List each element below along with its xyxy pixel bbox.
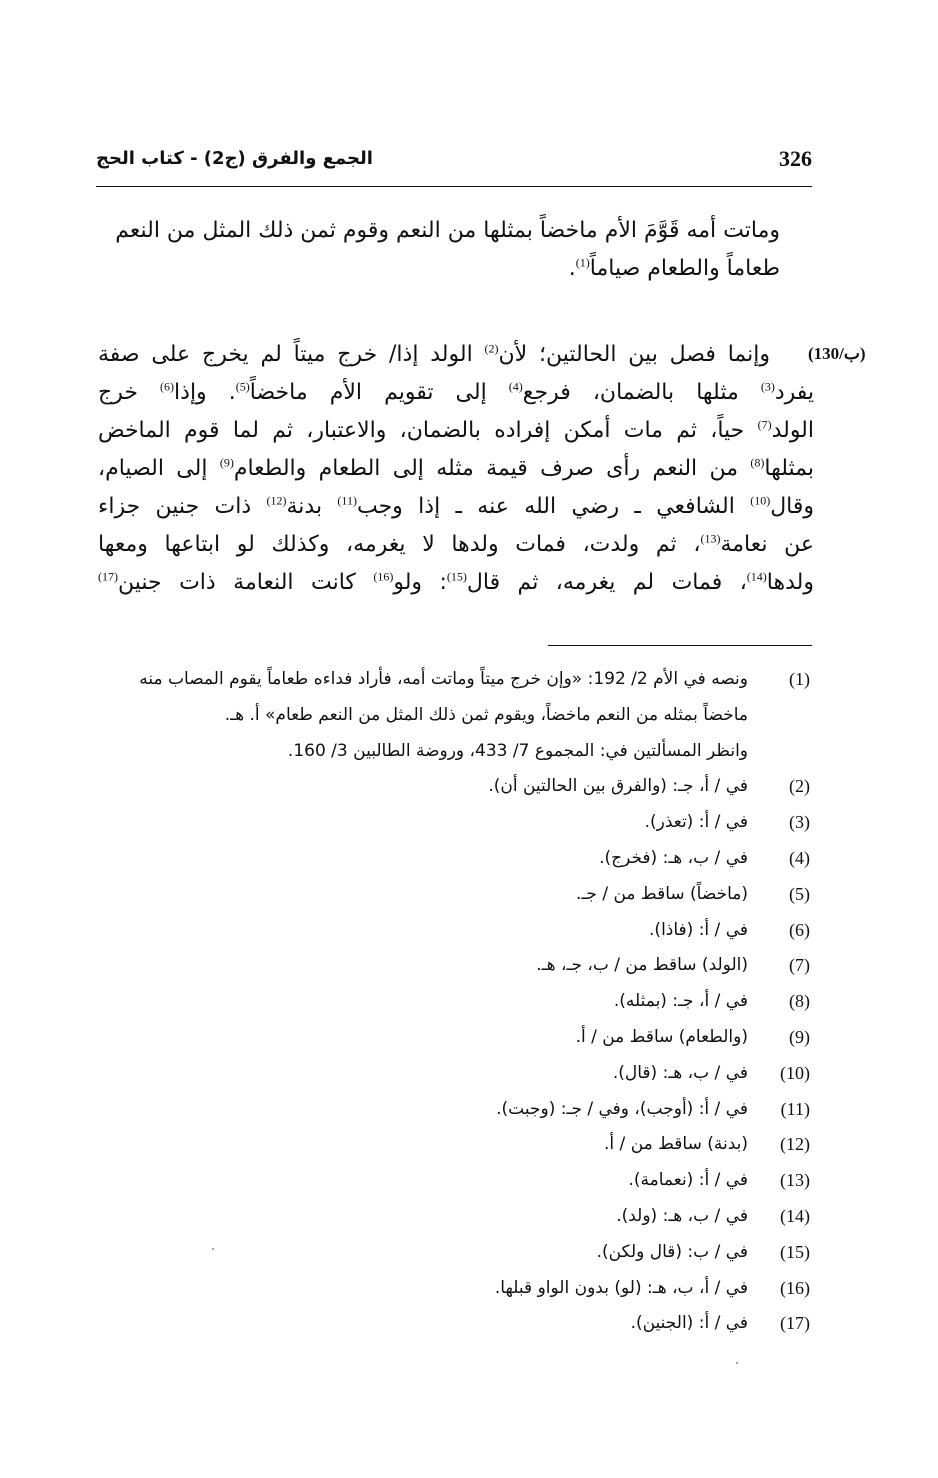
footnote-item bbox=[110, 984, 810, 1020]
footnote-number: (13) bbox=[780, 1170, 810, 1191]
footnote-continuation: ماخضاً بمثله من النعم ماخضاً، ويقوم ثمن ذلك المثل من النعم طعام» أ. هـ. bbox=[224, 704, 748, 725]
paragraph-2-line-2: يفرد$^{(3)}$ مثلها بالضمان، فرجع$^{(4)}$ إلى تقويم الأم ماخضاً$^{(5)}$. وإذا$^{(6)}$ خرج bbox=[98, 379, 815, 405]
footnote-item bbox=[110, 1092, 810, 1128]
footnote-text: في / أ: (الجنين). bbox=[630, 1313, 748, 1334]
paragraph-2-line-1: وإنما فصل بين الحالتين؛ لأن$^{(2)}$ الولد إذا/ خرج ميتاً لم يخرج على صفة bbox=[98, 341, 770, 367]
page-number: 326 bbox=[779, 146, 812, 171]
footnote-text: في / أ: (تعذر). bbox=[644, 812, 748, 833]
footnote-number: (6) bbox=[789, 919, 810, 940]
page-header bbox=[96, 146, 812, 180]
footnote-continuation: وانظر المسألتين في: المجموع 7/ 433، وروضة الطالبين 3/ 160. bbox=[287, 740, 748, 761]
footnote-ref: (16) bbox=[373, 569, 394, 584]
footnote-item bbox=[110, 948, 810, 984]
footnote-item bbox=[110, 805, 810, 841]
footnote-ref: (9) bbox=[219, 455, 234, 470]
footnote-text: في / أ، ب، هـ: (لو) بدون الواو قبلها. bbox=[494, 1277, 748, 1298]
footnote-number: (2) bbox=[789, 776, 810, 797]
footnote-item bbox=[110, 662, 810, 698]
footnote-item bbox=[110, 913, 810, 949]
footnote-ref: (12) bbox=[266, 493, 287, 508]
paragraph-2-line-3: الولد$^{(7)}$ حياً، ثم مات أمكن إفراده بالضمان، والاعتبار، ثم لما قوم الماخض bbox=[98, 417, 814, 443]
footnote-ref: (4) bbox=[508, 379, 523, 394]
footnote-ref: (17) bbox=[98, 569, 118, 584]
footnote-text: في / أ: (أوجب)، وفي / جـ: (وجبت). bbox=[496, 1098, 748, 1119]
paragraph-1 bbox=[115, 212, 816, 288]
footnote-ref: (7) bbox=[757, 417, 772, 432]
scan-speck bbox=[736, 1362, 738, 1364]
footnote-number: (4) bbox=[789, 847, 810, 868]
footnote-text: في / أ: (نعمامة). bbox=[628, 1170, 748, 1191]
footnote-number: (1) bbox=[789, 669, 810, 689]
footnote-text: (والطعام) ساقط من / أ. bbox=[575, 1026, 748, 1047]
header-rule bbox=[96, 186, 812, 187]
footnote-text: في / ب، هـ: (قال). bbox=[612, 1062, 748, 1083]
footnote-text: (بدنة) ساقط من / أ. bbox=[604, 1134, 748, 1155]
margin-folio-note: (130/ب) bbox=[808, 344, 866, 363]
footnote-text: (ماخضاً) ساقط من / جـ. bbox=[576, 883, 748, 904]
footnote-item bbox=[110, 1020, 810, 1056]
paragraph-2-line-4: بمثلها$^{(8)}$ من النعم رأى صرف قيمة مثله إلى الطعام والطعام$^{(9)}$ إلى الصيام، bbox=[98, 455, 814, 481]
footnote-item bbox=[110, 841, 810, 877]
footnote-item bbox=[110, 1199, 810, 1235]
footnote-ref: (6) bbox=[160, 379, 175, 394]
footnote-ref: (8) bbox=[750, 455, 765, 470]
footnote-text: ونصه في الأم 2/ 192: «وإن خرج ميتاً وماتت أمه، فأراد فداءه طعاماً يقوم المصاب منه bbox=[139, 669, 748, 689]
footnote-number: (8) bbox=[789, 991, 810, 1012]
footnote-number: (17) bbox=[780, 1313, 810, 1334]
footnote-separator bbox=[548, 645, 812, 646]
footnote-number: (11) bbox=[780, 1098, 810, 1119]
paragraph-2-line-6: عن نعامة$^{(13)}$، ثم ولدت، فمات ولدها لا يغرمه، وكذلك لو ابتاعها ومعها bbox=[98, 531, 814, 557]
scan-speck bbox=[212, 1248, 214, 1250]
footnote-text: في / ب: (قال ولكن). bbox=[596, 1241, 748, 1262]
paragraph-1-line-2: طعاماً والطعام صياماً$^{(1)}$. bbox=[568, 255, 780, 281]
footnote-number: (10) bbox=[780, 1062, 810, 1083]
footnote-ref: (3) bbox=[760, 379, 775, 394]
footnote-ref: (11) bbox=[337, 493, 357, 508]
footnote-number: (3) bbox=[789, 812, 810, 833]
footnote-text: في / أ، جـ: (بمثله). bbox=[613, 991, 748, 1012]
footnote-item bbox=[110, 877, 810, 913]
footnote-number: (5) bbox=[789, 883, 810, 904]
paragraph-1-line-1: وماتت أمه قَوَّمَ الأم ماخضاً بمثلها من النعم وقوم ثمن ذلك المثل من النعم bbox=[115, 218, 780, 243]
footnote-item bbox=[110, 1306, 810, 1342]
footnote-number: (16) bbox=[780, 1277, 810, 1298]
footnote-ref: (10) bbox=[750, 493, 771, 508]
footnote-ref: (15) bbox=[446, 569, 467, 584]
paragraph-2-line-7: ولدها$^{(14)}$، فمات لم يغرمه، ثم قال$^{(15)}$: ولو$^{(16)}$ كانت النعامة ذات جنين$^{(17)}$ bbox=[98, 569, 814, 595]
footnote-number: (7) bbox=[789, 955, 810, 976]
footnote-ref: (5) bbox=[235, 379, 250, 394]
footnote-text: (الولد) ساقط من / ب، جـ، هـ. bbox=[536, 955, 748, 976]
footnote-number: (15) bbox=[780, 1241, 810, 1262]
footnote-item bbox=[110, 1056, 810, 1092]
footnote-ref: (13) bbox=[700, 531, 721, 546]
footnote-text: في / أ، جـ: (والفرق بين الحالتين أن). bbox=[488, 776, 748, 797]
footnote-number: (14) bbox=[780, 1205, 810, 1226]
running-title: الجمع والفرق (ج2) - كتاب الحج bbox=[96, 148, 373, 169]
footnote-item bbox=[110, 769, 810, 805]
footnote-number: (12) bbox=[780, 1134, 810, 1155]
footnote-ref: (14) bbox=[746, 569, 767, 584]
paragraph-2-line-5: وقال$^{(10)}$ الشافعي ـ رضي الله عنه ـ إذا وجب$^{(11)}$ بدنة$^{(12)}$ ذات جنين جزاء bbox=[98, 493, 815, 519]
footnote-ref: (1) bbox=[575, 255, 590, 270]
footnote-item bbox=[110, 1163, 810, 1199]
footnote-item bbox=[110, 1127, 810, 1163]
footnote-number: (9) bbox=[789, 1026, 810, 1047]
footnote-text: في / أ: (فاذا). bbox=[649, 919, 748, 940]
paragraph-2 bbox=[98, 336, 814, 602]
footnote-text: في / ب، هـ: (فخرج). bbox=[599, 847, 748, 868]
footnote-item bbox=[110, 1235, 810, 1271]
footnote-ref: (2) bbox=[484, 341, 499, 356]
footnotes-block bbox=[110, 662, 810, 1342]
footnote-text: في / ب، هـ: (ولد). bbox=[616, 1205, 748, 1226]
footnote-item bbox=[110, 1271, 810, 1307]
